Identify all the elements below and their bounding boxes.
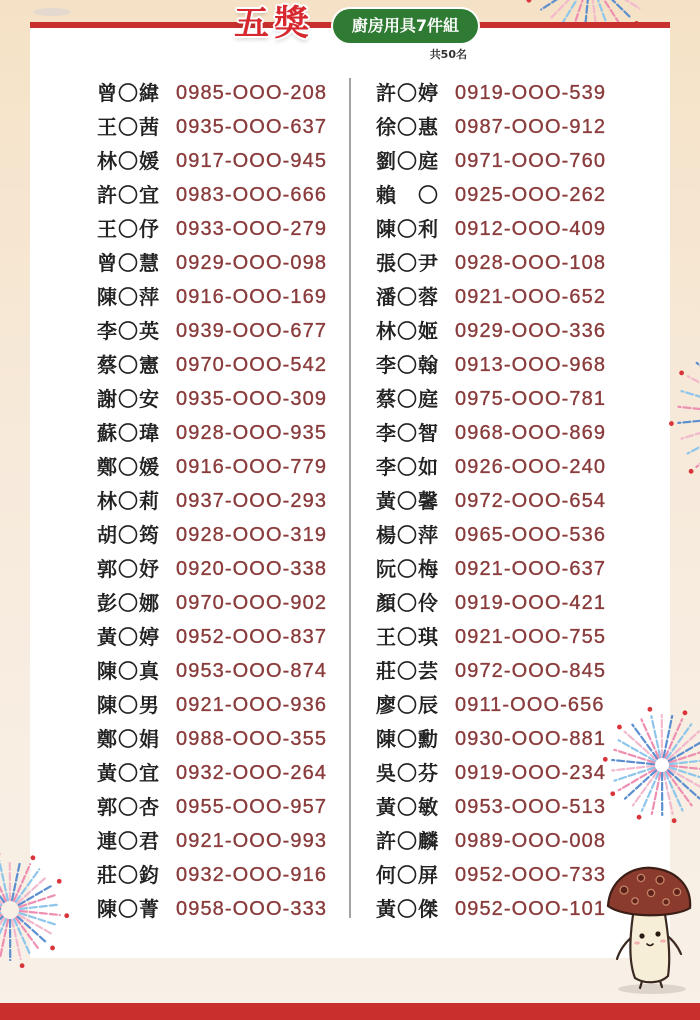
winner-phone: 0916-OOO-169	[176, 286, 328, 308]
winner-name: 林〇媛	[97, 149, 160, 173]
winner-name: 許〇麟	[376, 829, 439, 853]
winner-name: 蘇〇瑋	[97, 421, 160, 445]
winner-column-left	[97, 76, 337, 926]
winner-name: 何〇屏	[376, 863, 439, 887]
winner-name: 吳〇芬	[376, 761, 439, 785]
winner-phone: 0971-OOO-760	[455, 150, 607, 172]
winner-phone: 0928-OOO-319	[176, 524, 328, 546]
winner-name: 許〇婷	[376, 81, 439, 105]
winner-phone: 0921-OOO-993	[176, 830, 328, 852]
winner-row	[97, 450, 337, 484]
firework-spark	[603, 757, 608, 762]
winner-phone: 0987-OOO-912	[455, 116, 607, 138]
winner-phone: 0935-OOO-637	[176, 116, 328, 138]
winner-row	[376, 688, 616, 722]
firework-icon	[500, 0, 680, 22]
winner-row	[97, 824, 337, 858]
winner-name: 顏〇伶	[376, 591, 439, 615]
firework-spark	[669, 421, 674, 426]
winner-phone: 0921-OOO-755	[455, 626, 607, 648]
winner-name: 張〇尹	[376, 251, 439, 275]
winner-name: 李〇翰	[376, 353, 439, 377]
winner-name: 廖〇辰	[376, 693, 439, 717]
winner-phone: 0937-OOO-293	[176, 490, 328, 512]
winner-row	[376, 212, 616, 246]
firework-spark	[20, 963, 25, 968]
winner-name: 潘〇蓉	[376, 285, 439, 309]
firework-ray	[549, 0, 577, 20]
winner-phone: 0919-OOO-421	[455, 592, 607, 614]
winner-row	[97, 348, 337, 382]
winner-row	[97, 76, 337, 110]
winner-row	[97, 382, 337, 416]
winner-phone: 0930-OOO-881	[455, 728, 607, 750]
firework-ray	[678, 407, 700, 411]
winner-name: 莊〇鈞	[97, 863, 160, 887]
mascot-eye	[655, 931, 660, 936]
winner-phone: 0970-OOO-902	[176, 592, 328, 614]
winner-row	[376, 280, 616, 314]
winner-phone: 0955-OOO-957	[176, 796, 328, 818]
winner-row	[376, 178, 616, 212]
winner-row	[97, 722, 337, 756]
firework-spark	[634, 21, 639, 22]
firework-ray	[584, 0, 588, 22]
winner-phone: 0970-OOO-542	[176, 354, 328, 376]
winner-row	[97, 518, 337, 552]
winner-name: 李〇英	[97, 319, 160, 343]
winner-phone: 0952-OOO-733	[455, 864, 607, 886]
winner-name: 謝〇安	[97, 387, 160, 411]
winner-name: 林〇莉	[97, 489, 160, 513]
winner-name: 黃〇婷	[97, 625, 160, 649]
winner-name: 黃〇敏	[376, 795, 439, 819]
winner-name: 莊〇芸	[376, 659, 439, 683]
winner-row	[376, 416, 616, 450]
winner-count: 共50名	[429, 48, 467, 61]
winner-row	[376, 552, 616, 586]
winner-row	[97, 280, 337, 314]
winner-name: 鄭〇媛	[97, 455, 160, 479]
winner-column-right	[376, 76, 616, 926]
winner-phone: 0919-OOO-539	[455, 82, 607, 104]
winner-phone: 0968-OOO-869	[455, 422, 607, 444]
mascot-shadow	[618, 984, 686, 994]
winner-phone: 0965-OOO-536	[455, 524, 607, 546]
winner-row	[97, 586, 337, 620]
firework-ray	[682, 391, 700, 403]
firework-spark	[617, 725, 622, 730]
winner-phone: 0928-OOO-935	[176, 422, 328, 444]
firework-spark	[679, 371, 684, 376]
winner-phone: 0920-OOO-338	[176, 558, 328, 580]
winner-name: 黃〇傑	[376, 897, 439, 921]
winner-row	[376, 756, 616, 790]
firework-spark	[64, 913, 69, 918]
winner-row	[97, 552, 337, 586]
winner-phone: 0983-OOO-666	[176, 184, 328, 206]
prize-title: 五獎	[234, 4, 315, 44]
mascot-blush	[660, 939, 666, 942]
winner-name: 陳〇勳	[376, 727, 439, 751]
winner-phone: 0921-OOO-936	[176, 694, 328, 716]
prize-name-badge: 廚房用具7件組	[333, 9, 478, 43]
winner-name: 陳〇真	[97, 659, 160, 683]
firework-spark	[689, 469, 694, 474]
winner-phone: 0916-OOO-779	[176, 456, 328, 478]
winner-row	[376, 620, 616, 654]
winner-phone: 0958-OOO-333	[176, 898, 328, 920]
winner-row	[376, 314, 616, 348]
winner-phone: 0913-OOO-968	[455, 354, 607, 376]
winner-row	[97, 178, 337, 212]
winner-name: 黃〇馨	[376, 489, 439, 513]
winner-phone: 0935-OOO-309	[176, 388, 328, 410]
firework-ray	[697, 440, 700, 467]
firework-ray	[605, 0, 639, 8]
winner-name: 曾〇緯	[97, 81, 160, 105]
winner-phone: 0932-OOO-264	[176, 762, 328, 784]
firework-spark	[647, 707, 652, 712]
winner-name: 曾〇慧	[97, 251, 160, 275]
winner-name: 鄭〇娟	[97, 727, 160, 751]
winner-name: 陳〇萍	[97, 285, 160, 309]
winner-phone: 0985-OOO-208	[176, 82, 328, 104]
winner-row	[376, 654, 616, 688]
winner-row	[376, 484, 616, 518]
winner-name: 王〇茜	[97, 115, 160, 139]
winner-phone: 0919-OOO-234	[455, 762, 607, 784]
firework-ray	[678, 419, 700, 423]
winner-row	[376, 348, 616, 382]
winner-phone: 0939-OOO-677	[176, 320, 328, 342]
firework-ray	[592, 0, 597, 22]
mushroom-mascot-icon	[604, 866, 694, 996]
winner-row	[376, 858, 616, 892]
winner-name: 陳〇菁	[97, 897, 160, 921]
winner-name: 阮〇梅	[376, 557, 439, 581]
winner-name: 劉〇庭	[376, 149, 439, 173]
decorative-oval	[33, 8, 71, 16]
winner-name: 胡〇筠	[97, 523, 160, 547]
winner-row	[97, 144, 337, 178]
winner-name: 蔡〇憲	[97, 353, 160, 377]
winner-row	[376, 382, 616, 416]
firework-ray	[681, 427, 700, 439]
winner-row	[376, 76, 616, 110]
winner-name: 許〇宜	[97, 183, 160, 207]
winner-row	[97, 484, 337, 518]
winner-name: 李〇智	[376, 421, 439, 445]
winner-row	[97, 654, 337, 688]
winner-phone: 0952-OOO-837	[176, 626, 328, 648]
winner-row	[97, 314, 337, 348]
winner-name: 賴 〇	[376, 183, 439, 207]
winner-phone: 0932-OOO-916	[176, 864, 328, 886]
winner-phone: 0921-OOO-637	[455, 558, 607, 580]
mascot-eye	[639, 933, 644, 938]
firework-spark	[683, 710, 688, 715]
winner-row	[376, 450, 616, 484]
winner-name: 蔡〇庭	[376, 387, 439, 411]
winner-row	[97, 416, 337, 450]
winner-name: 林〇姬	[376, 319, 439, 343]
winner-row	[97, 110, 337, 144]
firework-spark	[672, 818, 677, 823]
winner-phone: 0989-OOO-008	[455, 830, 607, 852]
firework-icon	[0, 845, 75, 975]
winner-phone: 0925-OOO-262	[455, 184, 607, 206]
winner-phone: 0953-OOO-874	[176, 660, 328, 682]
column-divider	[349, 78, 351, 918]
winner-name: 李〇如	[376, 455, 439, 479]
winner-name: 陳〇利	[376, 217, 439, 241]
winner-row	[97, 756, 337, 790]
winner-name: 楊〇萍	[376, 523, 439, 547]
firework-icon	[668, 325, 700, 505]
winner-row	[376, 586, 616, 620]
winner-row	[97, 246, 337, 280]
winner-phone: 0933-OOO-279	[176, 218, 328, 240]
winner-row	[376, 824, 616, 858]
mascot-blush	[634, 941, 640, 944]
winner-row	[376, 892, 616, 926]
winner-name: 陳〇男	[97, 693, 160, 717]
winner-row	[97, 620, 337, 654]
bottom-accent-band	[0, 1003, 700, 1020]
winner-name: 郭〇妤	[97, 557, 160, 581]
winner-name: 彭〇娜	[97, 591, 160, 615]
firework-ray	[560, 0, 581, 22]
winner-phone: 0988-OOO-355	[176, 728, 328, 750]
firework-spark	[527, 0, 532, 3]
winner-name: 王〇伃	[97, 217, 160, 241]
firework-icon	[600, 700, 700, 830]
winner-phone: 0911-OOO-656	[455, 694, 605, 716]
winner-phone: 0972-OOO-654	[455, 490, 607, 512]
firework-ray	[14, 919, 30, 955]
winner-name: 郭〇杏	[97, 795, 160, 819]
winner-phone: 0972-OOO-845	[455, 660, 607, 682]
winner-phone: 0929-OOO-336	[455, 320, 607, 342]
firework-spark	[50, 946, 55, 951]
winner-phone: 0929-OOO-098	[176, 252, 328, 274]
winner-phone: 0917-OOO-945	[176, 150, 328, 172]
firework-spark	[57, 879, 62, 884]
winner-row	[376, 144, 616, 178]
winner-phone: 0953-OOO-513	[455, 796, 607, 818]
winner-row	[376, 722, 616, 756]
winner-phone: 0926-OOO-240	[455, 456, 607, 478]
winner-row	[97, 688, 337, 722]
winner-row	[376, 110, 616, 144]
winner-phone: 0928-OOO-108	[455, 252, 607, 274]
winner-row	[376, 518, 616, 552]
firework-ray	[541, 0, 575, 9]
winner-phone: 0975-OOO-781	[455, 388, 607, 410]
winner-name: 徐〇惠	[376, 115, 439, 139]
firework-spark	[31, 855, 36, 860]
firework-spark	[610, 791, 615, 796]
winner-row	[376, 790, 616, 824]
winner-phone: 0912-OOO-409	[455, 218, 607, 240]
winner-row	[376, 246, 616, 280]
winner-row	[97, 212, 337, 246]
winner-phone: 0952-OOO-101	[455, 898, 607, 920]
winner-row	[97, 790, 337, 824]
winner-name: 黃〇宜	[97, 761, 160, 785]
winner-name: 王〇琪	[376, 625, 439, 649]
winner-row	[97, 892, 337, 926]
firework-spark	[637, 815, 642, 820]
winner-phone: 0921-OOO-652	[455, 286, 607, 308]
winner-row	[97, 858, 337, 892]
firework-ray	[596, 0, 610, 22]
winner-name: 連〇君	[97, 829, 160, 853]
